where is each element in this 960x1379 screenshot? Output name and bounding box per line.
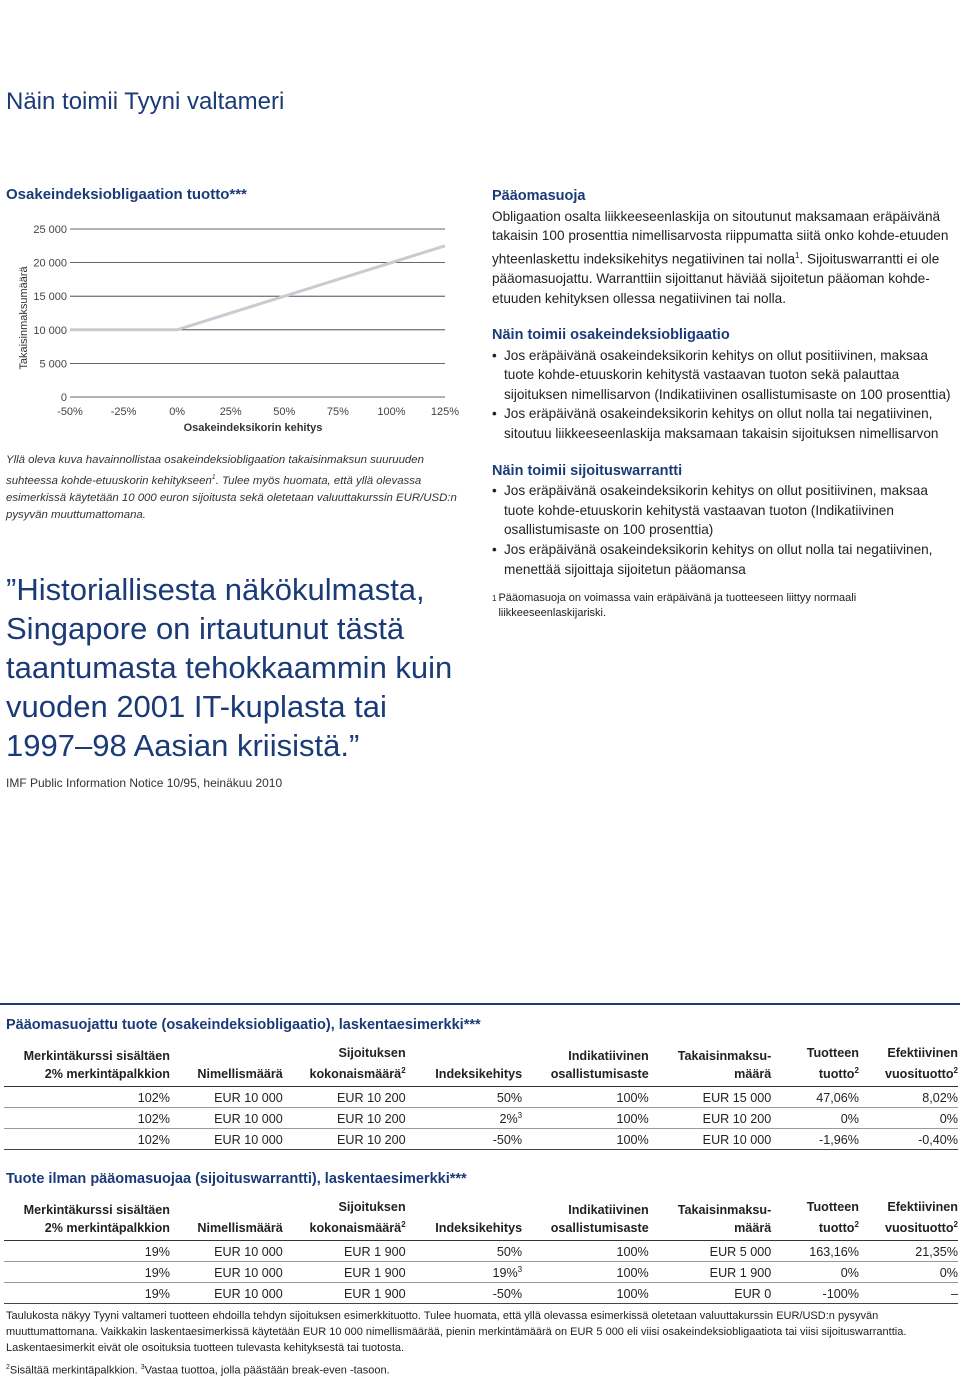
- col-header-annual-return: Efektiivinen vuosituotto$^2$: [859, 1196, 958, 1241]
- warrant-section-title: Näin toimii sijoituswarrantti: [492, 462, 683, 479]
- col-header-subscription-price: Merkintäkurssi sisältäen 2% merkintäpalkkion: [4, 1042, 170, 1087]
- col-header-total-investment: Sijoituksen kokonaismäärä$^2$: [283, 1196, 406, 1241]
- col-header-nominal: Nimellismäärä: [170, 1196, 283, 1241]
- table-header-row: [4, 1042, 958, 1087]
- col-header-redemption-amount: Takaisinmaksu- määrä: [649, 1042, 772, 1087]
- capital-protection-footnote-ref: 1: [795, 250, 800, 260]
- capital-protection-part2: . Sijoituswarrantti ei ole pääomasuojattu. Warranttiin sijoittanut häviää sijoitetun pääoman kohde-etuuden kehityksen ollessa negatiivinen tai nolla.: [492, 251, 940, 306]
- chart-caption-part2: . Tulee myös huomata, että yllä olevassa esimerkissä käytetään 10 000 euron sijoitusta sekä oletetaan valuuttakurssin EUR/USD:n pysyvän muuttumattomana.: [6, 474, 457, 521]
- list-item: • Jos eräpäivänä osakeindeksikorin kehitys on ollut positiivinen, maksaa tuote kohde-etuuskorin kehitystä vastaavan tuoton sekä palauttaa sijoituksen nimellisarvon (Indikatiivinen osallistumisaste on 100 prosenttia): [492, 346, 958, 405]
- chart-caption-footnote-ref: 1: [211, 474, 216, 481]
- table-row: 19% EUR 10 000 EUR 1 900 19%$^3$ 100% EUR 1 900 0% 0%: [4, 1262, 958, 1283]
- x-tick-label: -50%: [57, 406, 83, 418]
- chart-caption: [6, 452, 468, 524]
- y-tick-label: 15 000: [33, 291, 67, 304]
- y-tick-label: 20 000: [33, 257, 67, 270]
- x-tick-label: 100%: [377, 406, 406, 418]
- chart-x-axis-label: Osakeindeksikorin kehitys: [183, 422, 323, 434]
- y-tick-label: 25 000: [33, 224, 67, 236]
- quote-open-mark: ”: [6, 572, 17, 607]
- table2: [4, 1196, 958, 1304]
- footnote-1: [492, 591, 958, 621]
- right-column: [492, 187, 958, 621]
- col-header-redemption-amount: Takaisinmaksu- määrä: [649, 1196, 772, 1241]
- bottom-notes: [6, 1308, 956, 1379]
- capital-protection-title: Pääomasuoja: [492, 188, 586, 204]
- table-row: 102% EUR 10 000 EUR 10 200 2%$^3$ 100% EUR 10 200 0% 0%: [4, 1108, 958, 1129]
- x-tick-label: 50%: [273, 406, 296, 418]
- bond-list: [492, 346, 958, 444]
- table-row: 19% EUR 10 000 EUR 1 900 50% 100% EUR 5 000 163,16% 21,35%: [4, 1241, 958, 1262]
- x-tick-label: 125%: [430, 406, 460, 418]
- payoff-chart: [0, 205, 470, 440]
- list-item: • Jos eräpäivänä osakeindeksikorin kehitys on ollut positiivinen, maksaa tuote kohde-etuuskorin kehitystä vastaavan tuoton (Indikatiivinen osallistumisaste on 100 prosenttia): [492, 481, 958, 540]
- quote-close-mark: ”: [348, 728, 360, 763]
- x-tick-label: 75%: [326, 406, 349, 418]
- y-tick-label: 0: [60, 392, 67, 404]
- table-row: 102% EUR 10 000 EUR 10 200 50% 100% EUR 15 000 47,06% 8,02%: [4, 1087, 958, 1108]
- table-header-row: [4, 1196, 958, 1241]
- y-tick-label: 10 000: [33, 324, 67, 337]
- list-item: • Jos eräpäivänä osakeindeksikorin kehitys on ollut nolla tai negatiivinen, sitoutuu liikkeeseenlaskija maksamaan takaisin sijoituksen nimellisarvon: [492, 404, 958, 443]
- x-tick-label: 25%: [219, 406, 242, 418]
- x-tick-label: 0%: [169, 406, 186, 418]
- pull-quote: [6, 570, 476, 765]
- notes-main: Taulukosta näkyy Tyyni valtameri tuotteen ehdoilla tehdyn sijoituksen esimerkkituotto. Tulee huomata, että yllä olevassa esimerkissä oletetaan valuuttakurssin EUR/USD:n pysyvän muuttumattomana. Vaikkakin laskentaesimerkissä käytetään EUR 10 000 nimellismäärää, pienin merkintämäärä on EUR 5 000 eli viisi osakeindeksiobligaatiota tai viisi sijoituswarranttia. Laskentaesimerkit eivät ole osoituksia tuotteen tulevasta kehityksestä tai tuotosta.: [6, 1310, 907, 1354]
- bond-section-title: Näin toimii osakeindeksiobligaatio: [492, 327, 730, 344]
- chart-y-axis-label: Takaisinmaksumäärä: [18, 266, 30, 370]
- capital-protection-part1: Obligaation osalta liikkeeseenlaskija on sitoutunut maksamaan eräpäivänä takaisin 100 prosenttia nimellisarvosta riippumatta siitä onko kohde-etuuden yhteenlaskettu indeksikehitys negatiivinen tai nolla: [492, 208, 949, 267]
- col-header-participation-rate: Indikatiivinen osallistumisaste: [522, 1042, 649, 1087]
- col-header-subscription-price: Merkintäkurssi sisältäen 2% merkintäpalkkion: [4, 1196, 170, 1241]
- col-header-product-return: Tuotteen tuotto$^2$: [771, 1042, 859, 1087]
- notes-footnotes: $^2$Sisältää merkintäpalkkion. $^3$Vastaa tuottoa, jolla päästään break-even -tasoon.: [6, 1364, 390, 1377]
- chart-title: Osakeindeksiobligaation tuotto***: [6, 186, 247, 203]
- col-header-index-performance: Indeksikehitys: [406, 1042, 522, 1087]
- x-tick-label: -25%: [110, 406, 137, 418]
- table1-title: Pääomasuojattu tuote (osakeindeksiobligaatio), laskentaesimerkki***: [6, 1017, 481, 1033]
- col-header-nominal: Nimellismäärä: [170, 1042, 283, 1087]
- col-header-index-performance: Indeksikehitys: [406, 1196, 522, 1241]
- y-tick-label: 5 000: [39, 358, 67, 371]
- page-title: Näin toimii Tyyni valtameri: [6, 88, 285, 115]
- quote-text: Historiallisesta näkökulmasta, Singapore on irtautunut tästä taantumasta tehokkaammin kuin vuoden 2001 IT-kuplasta tai 1997–98 Aasian kriisistä.: [6, 572, 453, 763]
- col-header-annual-return: Efektiivinen vuosituotto$^2$: [859, 1042, 958, 1087]
- series-line: [70, 246, 445, 330]
- table2-title: Tuote ilman pääomasuojaa (sijoituswarrantti), laskentaesimerkki***: [6, 1171, 467, 1187]
- col-header-participation-rate: Indikatiivinen osallistumisaste: [522, 1196, 649, 1241]
- footnote-number: 1: [492, 594, 497, 604]
- list-item: • Jos eräpäivänä osakeindeksikorin kehitys on ollut nolla tai negatiivinen, menettää sijoittaja sijoitetun pääomansa: [492, 540, 958, 579]
- col-header-product-return: Tuotteen tuotto$^2$: [771, 1196, 859, 1241]
- quote-source: IMF Public Information Notice 10/95, heinäkuu 2010: [6, 776, 283, 790]
- section-divider: [0, 1003, 960, 1005]
- warrant-list: [492, 481, 958, 579]
- table1: [4, 1042, 958, 1150]
- table-row: 102% EUR 10 000 EUR 10 200 -50% 100% EUR 10 000 -1,96% -0,40%: [4, 1129, 958, 1150]
- footnote-text: Pääomasuoja on voimassa vain eräpäivänä ja tuotteeseen liittyy normaali liikkeeseenlaskijariski.: [498, 592, 857, 620]
- table-row: 19% EUR 10 000 EUR 1 900 -50% 100% EUR 0 -100% –: [4, 1283, 958, 1304]
- capital-protection-text: [492, 207, 958, 309]
- col-header-total-investment: Sijoituksen kokonaismäärä$^2$: [283, 1042, 406, 1087]
- chart-caption-part1: Yllä oleva kuva havainnollistaa osakeindeksiobligaation takaisinmaksun suuruuden suhteessa kohde-etuuskorin kehitykseen: [6, 454, 424, 487]
